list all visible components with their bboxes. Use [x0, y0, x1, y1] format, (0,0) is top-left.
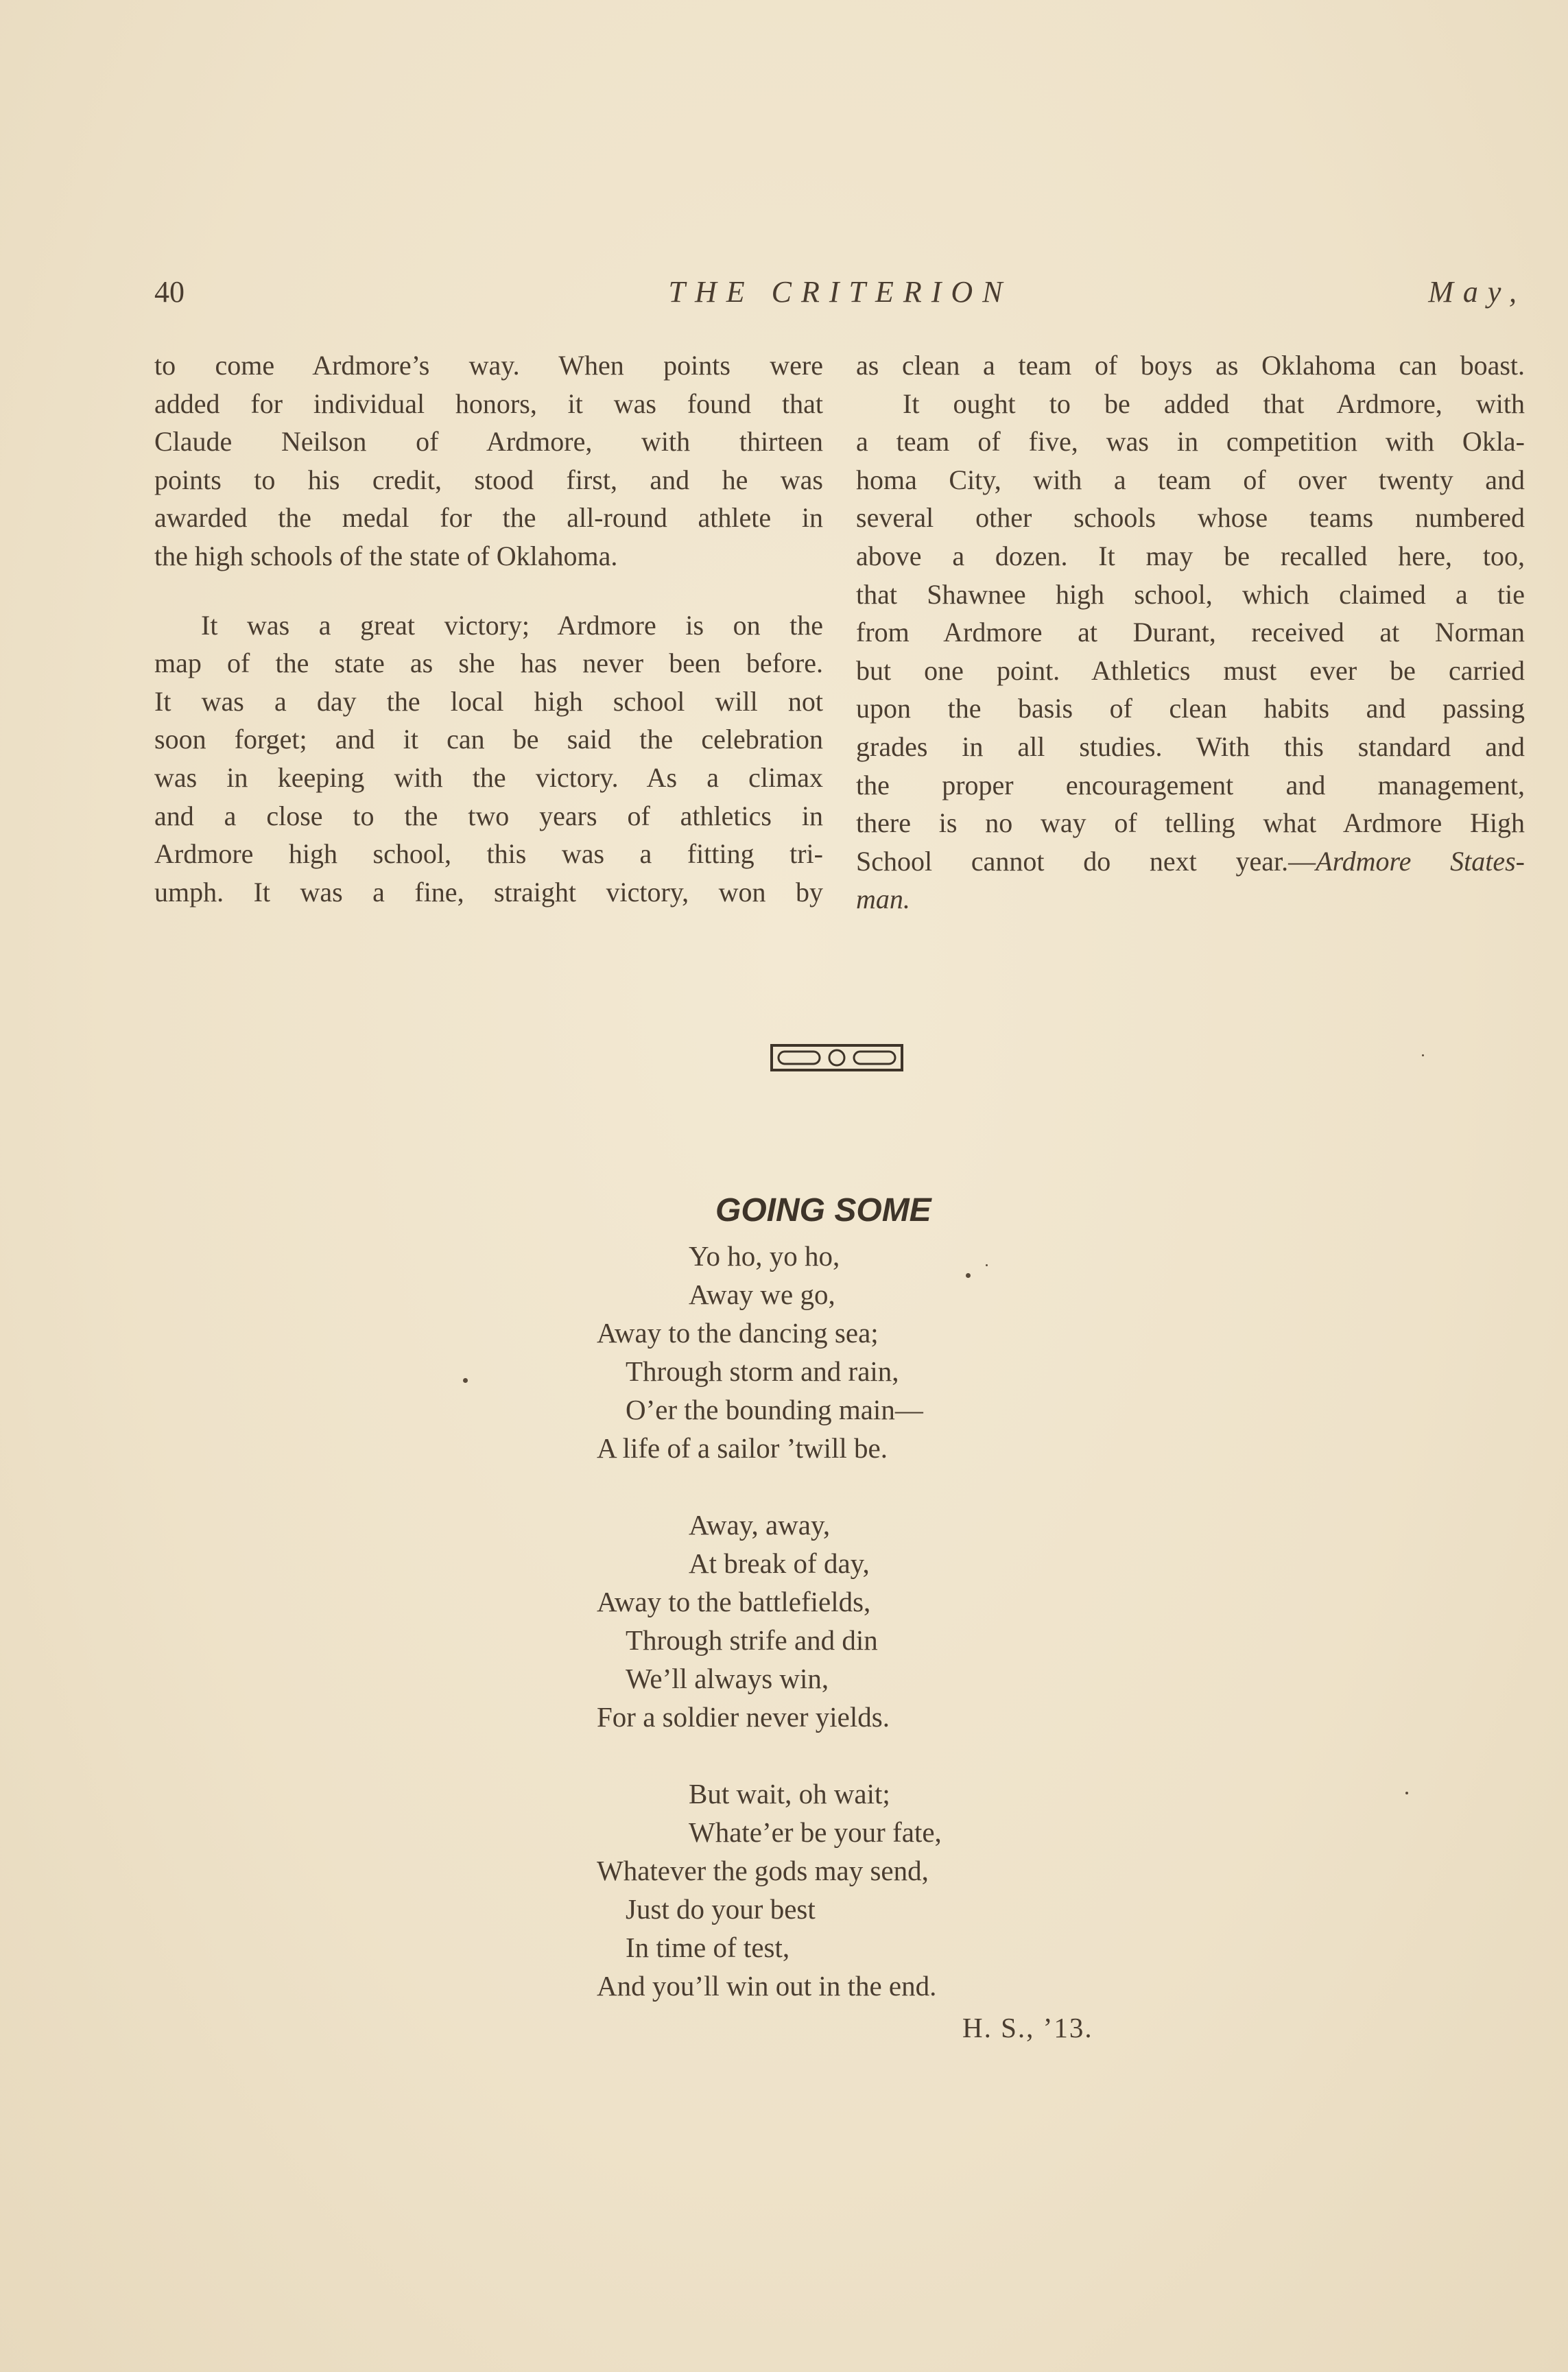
text-line: as clean a team of boys as Oklahoma can boast. [856, 350, 1525, 381]
text-run: School cannot do next year.— [856, 845, 1316, 877]
ink-speck [986, 1264, 988, 1266]
poem-line: We’ll always win, [626, 1663, 829, 1694]
text-line: awarded the medal for the all-round athlete in [154, 502, 823, 534]
stanza-spacer [597, 1467, 942, 1506]
text-line: there is no way of telling what Ardmore High [856, 807, 1525, 839]
text-line: was in keeping with the victory. As a climax [154, 761, 823, 793]
text-line: points to his credit, stood first, and he was [154, 464, 823, 495]
text-line: grades in all studies. With this standard and [856, 731, 1525, 762]
article-left-column [154, 346, 823, 911]
issue-month: May, [1428, 275, 1526, 309]
ornamental-divider-icon [770, 1044, 903, 1071]
ink-speck [1405, 1792, 1408, 1794]
source-attribution-continued: man. [856, 883, 910, 915]
text-line: the high schools of the state of Oklahoma. [154, 540, 618, 571]
text-line: umph. It was a fine, straight victory, won by [154, 876, 823, 908]
poem-line: Whate’er be your fate, [689, 1816, 942, 1848]
text-line: from Ardmore at Durant, received at Norman [856, 617, 1525, 648]
text-line: upon the basis of clean habits and passing [856, 693, 1525, 724]
poem-line: Just do your best [626, 1893, 816, 1925]
paragraph-spacer [154, 576, 823, 606]
text-line: but one point. Athletics must ever be carried [856, 654, 1525, 686]
text-line: homa City, with a team of over twenty and [856, 464, 1525, 495]
ink-speck [463, 1378, 468, 1383]
poem-line: Through storm and rain, [626, 1355, 899, 1387]
stanza-spacer [597, 1736, 942, 1775]
poem-stanza [597, 1506, 942, 1736]
poem-stanza [597, 1237, 942, 1467]
text-line: a team of five, was in competition with Okla- [856, 426, 1525, 458]
poem-line: O’er the bounding main— [626, 1394, 923, 1425]
text-line: soon forget; and it can be said the celebration [154, 724, 823, 755]
running-head [154, 274, 1526, 316]
poem-line: Away, away, [689, 1509, 831, 1541]
text-line: above a dozen. It may be recalled here, too, [856, 540, 1525, 571]
poem-line: In time of test, [626, 1932, 790, 1963]
article-paragraph [154, 606, 823, 912]
ink-speck [1422, 1054, 1424, 1056]
poem-title: GOING SOME [715, 1192, 931, 1229]
source-attribution: Ardmore States- [1316, 845, 1525, 877]
text-line: Claude Neilson of Ardmore, with thirteen [154, 426, 823, 458]
text-line: It ought to be added that Ardmore, with [903, 388, 1525, 419]
poem-line: But wait, oh wait; [689, 1778, 890, 1810]
text-line: that Shawnee high school, which claimed a tie [856, 578, 1525, 610]
text-line: the proper encouragement and management, [856, 769, 1525, 800]
text-line: added for individual honors, it was found that [154, 388, 823, 419]
journal-title: THE CRITERION [668, 275, 1012, 309]
poem-stanza [597, 1775, 942, 2005]
poem-line: And you’ll win out in the end. [597, 1970, 937, 2002]
ink-speck [966, 1273, 971, 1278]
poem-line: Away to the dancing sea; [597, 1317, 879, 1349]
article-paragraph [154, 346, 823, 576]
text-line: map of the state as she has never been before. [154, 648, 823, 679]
text-line: several other schools whose teams numbered [856, 502, 1525, 534]
article-right-column [856, 346, 1525, 918]
poem-line: At break of day, [689, 1547, 870, 1579]
poem-line: Away we go, [689, 1279, 835, 1310]
poem-line: Through strife and din [626, 1624, 878, 1656]
poem-line: A life of a sailor ’twill be. [597, 1432, 888, 1464]
text-line: to come Ardmore’s way. When points were [154, 350, 823, 381]
text-line: It was a day the local high school will not [154, 685, 823, 717]
poem-line: For a soldier never yields. [597, 1701, 890, 1733]
poem-body [597, 1237, 942, 2005]
text-line: It was a great victory; Ardmore is on the [201, 609, 823, 641]
text-line [856, 842, 1525, 881]
poem-line: Away to the battlefields, [597, 1586, 871, 1617]
poem-line: Whatever the gods may send, [597, 1855, 929, 1886]
text-line: Ardmore high school, this was a fitting tri- [154, 838, 823, 870]
page-number: 40 [154, 275, 185, 309]
poem-line: Yo ho, yo ho, [689, 1240, 840, 1272]
poem-signature: H. S., ’13. [962, 2012, 1093, 2043]
text-line: and a close to the two years of athletics in [154, 800, 823, 831]
